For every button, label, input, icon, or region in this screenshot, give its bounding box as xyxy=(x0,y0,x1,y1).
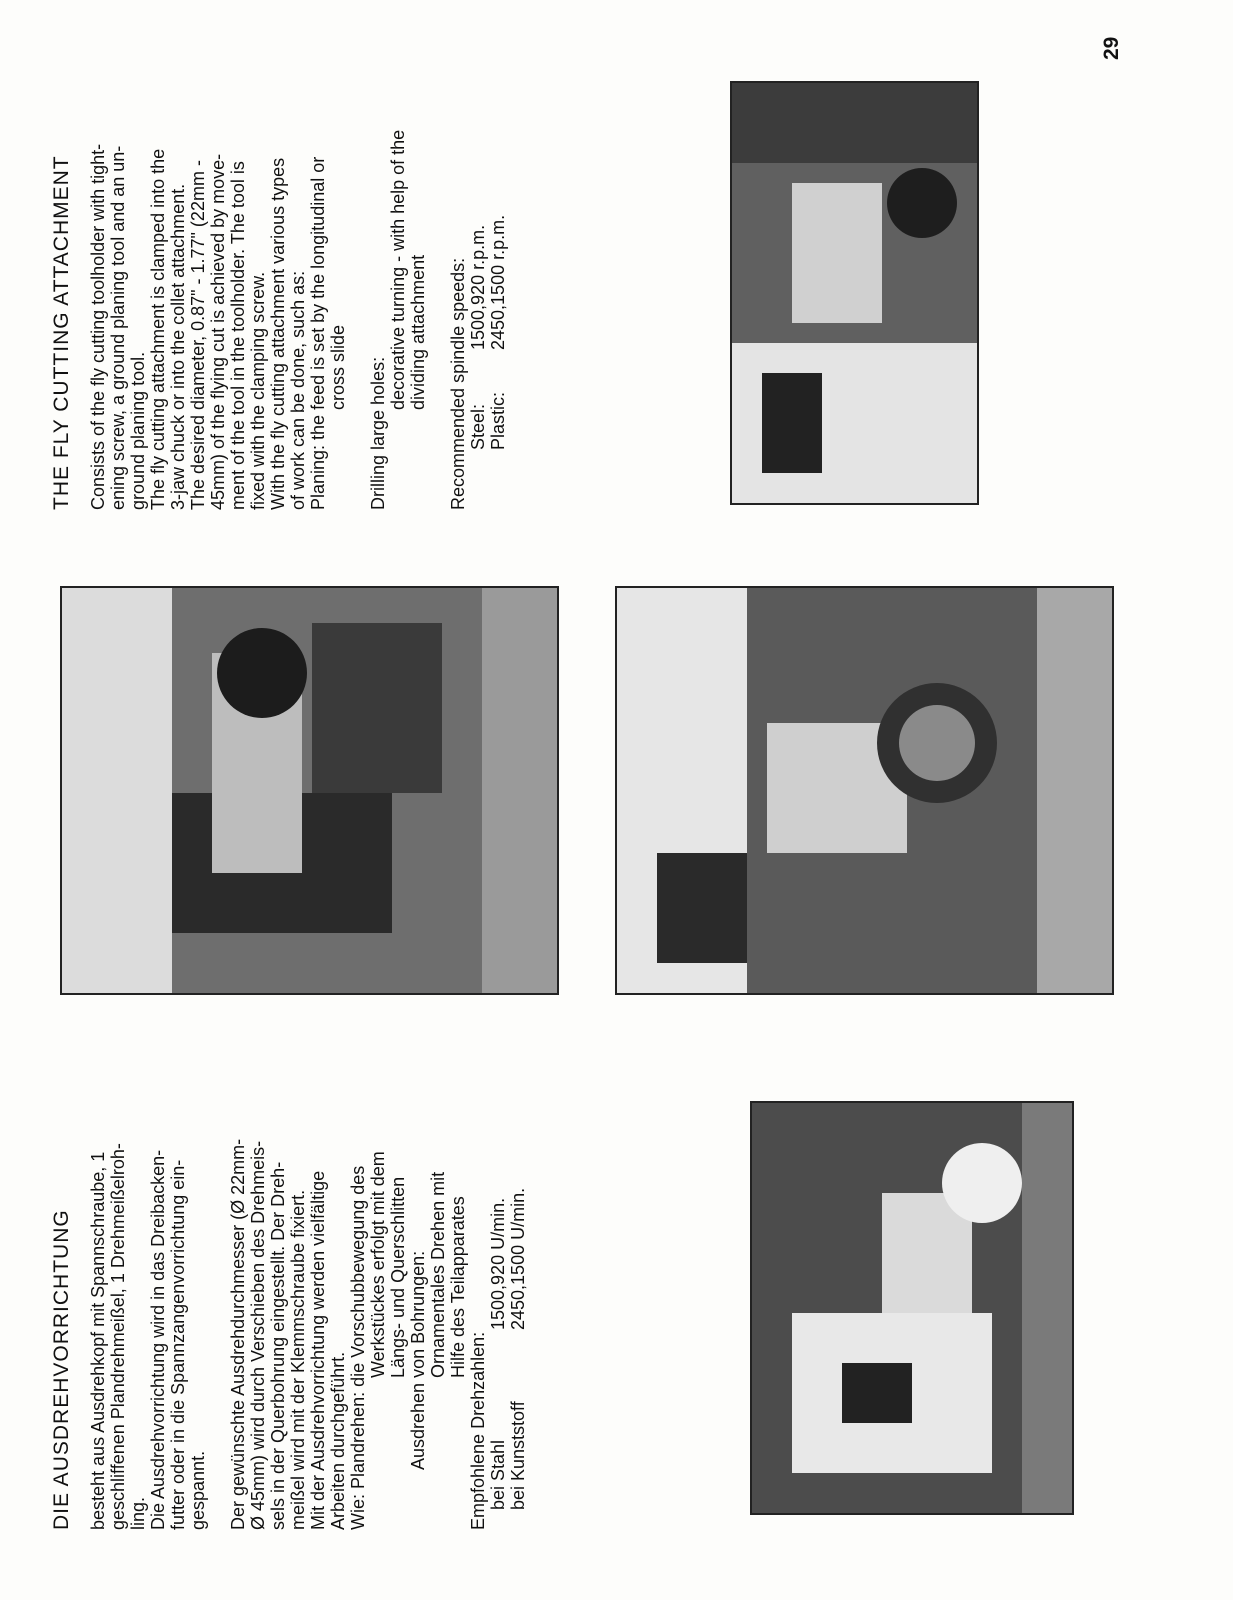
german-line: Der gewünschte Ausdrehdurchmesser (Ø 22mm- xyxy=(228,1138,248,1530)
english-line: cross slide xyxy=(328,324,348,410)
english-line: fixed with the clamping screw. xyxy=(248,271,268,510)
english-line: of work can be done, such as: xyxy=(288,270,308,510)
english-line: Planing: the feed is set by the longitudinal or xyxy=(308,156,328,510)
german-line: Wie: Plandrehen: die Vorschubbewegung des xyxy=(348,1165,368,1530)
english-column xyxy=(50,30,508,510)
german-line: Empfohlene Drehzahlen: xyxy=(468,1331,488,1530)
german-line: Mit der Ausdrehvorrichtung werden vielfältige xyxy=(308,1170,328,1530)
speed-row xyxy=(488,30,508,510)
german-line: futter oder in die Spannzangenvorrichtung ein- xyxy=(168,1159,188,1530)
photo-fly-cutter-closeup xyxy=(750,1101,1074,1515)
photo-drilling-holes xyxy=(730,81,979,505)
speed-row xyxy=(468,30,488,510)
english-line: With the fly cutting attachment various types xyxy=(268,157,288,510)
english-line: 45mm) of the flying cut is achieved by move- xyxy=(208,153,228,510)
english-line: decorative turning - with help of the xyxy=(388,129,408,410)
photo-placeholder xyxy=(732,83,977,503)
german-line: Ø 45mm) wird durch Verschieben des Drehmeis- xyxy=(248,1140,268,1530)
english-heading: THE FLY CUTTING ATTACHMENT xyxy=(50,155,73,510)
speed-row xyxy=(508,1010,528,1530)
english-line: ening screw, a ground planing tool and an un- xyxy=(108,145,128,510)
german-body xyxy=(88,1010,528,1530)
speed-material: bei Kunststoff xyxy=(508,1401,528,1510)
speed-material: Steel: xyxy=(468,403,488,450)
english-line: Consists of the fly cutting toolholder with tight- xyxy=(88,143,108,510)
english-line: The fly cutting attachment is clamped into the xyxy=(148,148,168,510)
english-line: dividing attachment xyxy=(408,254,428,410)
photo-placeholder xyxy=(752,1103,1072,1513)
german-line: Die Ausdrehvorrichtung wird in das Dreibacken- xyxy=(148,1149,168,1530)
english-line: Recommended spindle speeds: xyxy=(448,257,468,510)
german-line: Hilfe des Teilapparates xyxy=(448,1196,468,1378)
german-line: meißel wird mit der Klemmschraube fixiert. xyxy=(288,1189,308,1530)
photo-placeholder xyxy=(62,588,557,993)
english-line: ment of the tool in the toolholder. The tool is xyxy=(228,161,248,510)
german-line: geschliffenen Plandrehmeißel, 1 Drehmeißelroh- xyxy=(108,1143,128,1530)
speed-material: bei Stahl xyxy=(488,1439,508,1510)
speed-row xyxy=(488,1010,508,1530)
german-line: Werkstückes erfolgt mit dem xyxy=(368,1151,388,1378)
speed-material: Plastic: xyxy=(488,391,508,450)
photo-decorative-turning xyxy=(615,586,1114,995)
german-line: Ausdrehen von Bohrungen: xyxy=(408,1250,428,1470)
english-line: ground planing tool. xyxy=(128,351,148,510)
speed-value: 1500,920 r.p.m. xyxy=(468,224,488,350)
german-line: Längs- und Querschlitten xyxy=(388,1176,408,1378)
german-line: besteht aus Ausdrehkopf mit Spannschraube, 1 xyxy=(88,1151,108,1530)
page-number: 29 xyxy=(1100,36,1123,60)
english-line: 3-jaw chuck or into the collet attachment. xyxy=(168,183,188,510)
photo-fly-cutter-setup xyxy=(60,586,559,995)
english-line: The desired diameter, 0.87" - 1.77" (22mm - xyxy=(188,160,208,510)
speed-value: 1500,920 U/min. xyxy=(488,1197,508,1330)
german-line: Arbeiten durchgeführt. xyxy=(328,1351,348,1530)
german-line: Ornamentales Drehen mit xyxy=(428,1171,448,1378)
photo-placeholder xyxy=(617,588,1112,993)
speed-value: 2450,1500 r.p.m. xyxy=(488,214,508,350)
german-column xyxy=(50,1010,528,1530)
german-line: sels in der Querbohrung eingestellt. Der Dreh- xyxy=(268,1161,288,1530)
english-body xyxy=(88,30,508,510)
english-line: Drilling large holes: xyxy=(368,356,388,510)
german-heading: DIE AUSDREHVORRICHTUNG xyxy=(50,1209,73,1530)
german-line: gespannt. xyxy=(188,1450,208,1530)
speed-value: 2450,1500 U/min. xyxy=(508,1187,528,1330)
german-line: ling. xyxy=(128,1496,148,1530)
